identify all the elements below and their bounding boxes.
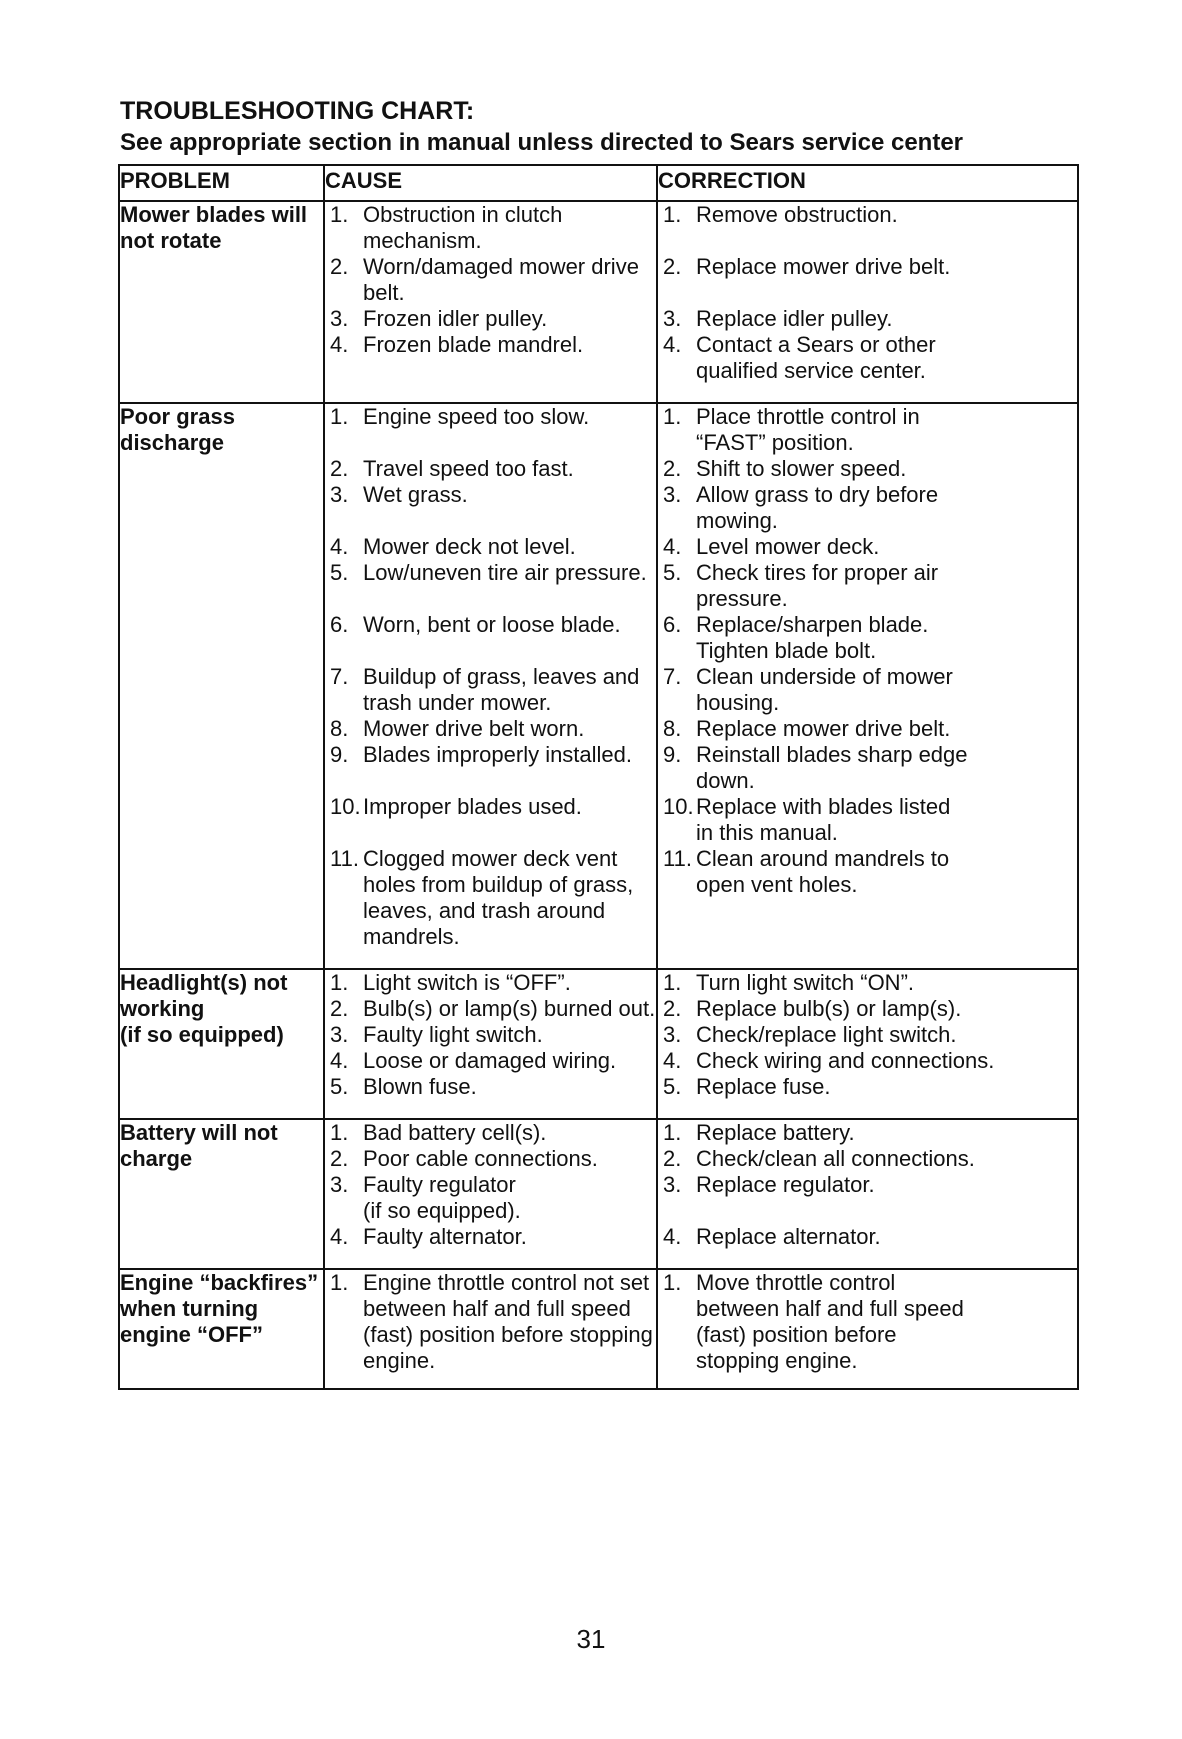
cause-item (325, 332, 656, 358)
correction-item (658, 306, 1077, 332)
item-text (363, 404, 656, 456)
item-number: 7. (663, 664, 682, 689)
item-line: Place throttle control in (696, 404, 920, 429)
item-text (363, 1172, 656, 1224)
item-line: Replace mower drive belt. (696, 716, 951, 741)
problem-cell (119, 403, 324, 969)
problem-line: Headlight(s) not (120, 970, 288, 995)
item-line: belt. (363, 280, 405, 305)
problem-line: (if so equipped) (120, 1022, 284, 1047)
item-number: 4. (663, 534, 682, 559)
item-text (363, 1146, 656, 1172)
item-line: Poor cable connections. (363, 1146, 598, 1171)
item-text (696, 1172, 1077, 1224)
item-text (696, 1120, 1077, 1146)
item-number: 4. (330, 534, 349, 559)
item-number: 3. (663, 482, 682, 507)
item-text (363, 1048, 656, 1074)
item-number: 6. (330, 612, 349, 637)
item-number: 5. (663, 1074, 682, 1099)
troubleshooting-table (118, 164, 1079, 1390)
item-line: mechanism. (363, 228, 482, 253)
problem-line: Mower blades will (120, 202, 308, 227)
item-text (696, 1022, 1077, 1048)
item-text (363, 996, 656, 1022)
item-text (696, 742, 1077, 794)
item-line: Reinstall blades sharp edge (696, 742, 968, 767)
item-line: mowing. (696, 508, 778, 533)
item-number: 4. (663, 332, 682, 357)
item-line: Engine throttle control not set (363, 1270, 650, 1295)
cause-item (325, 456, 656, 482)
item-text (696, 202, 1077, 254)
item-text (363, 1074, 656, 1100)
item-line: Blown fuse. (363, 1074, 477, 1099)
item-line: in this manual. (696, 820, 838, 845)
item-line: (if so equipped). (363, 1198, 521, 1223)
item-number: 4. (330, 332, 349, 357)
item-number: 4. (330, 1048, 349, 1073)
item-line: Replace fuse. (696, 1074, 831, 1099)
cause-item (325, 202, 656, 254)
correction-item (658, 1224, 1077, 1250)
item-line: Faulty alternator. (363, 1224, 527, 1249)
item-line: Tighten blade bolt. (696, 638, 877, 663)
correction-item (658, 612, 1077, 664)
correction-cell (657, 1119, 1078, 1269)
table-row (119, 201, 1078, 403)
item-text (363, 1022, 656, 1048)
table-row (119, 403, 1078, 969)
item-number: 1. (330, 970, 349, 995)
cause-cell (324, 1269, 657, 1389)
problem-line: Poor grass (120, 404, 235, 429)
item-text (363, 664, 656, 716)
item-number: 1. (663, 970, 682, 995)
item-number: 1. (330, 202, 349, 227)
item-text (696, 404, 1077, 456)
column-header-correction: CORRECTION (657, 165, 1078, 201)
item-line: Frozen blade mandrel. (363, 332, 584, 357)
cause-item (325, 404, 656, 456)
item-line (696, 280, 1077, 306)
item-number: 8. (663, 716, 682, 741)
item-line: Replace regulator. (696, 1172, 875, 1197)
problem-cell (119, 969, 324, 1119)
cause-item (325, 254, 656, 306)
item-line: Check wiring and connections. (696, 1048, 995, 1073)
cause-item (325, 794, 656, 846)
problem-line: Battery will not (120, 1120, 278, 1145)
item-line: Move throttle control (696, 1270, 896, 1295)
item-text (696, 482, 1077, 534)
item-line: (fast) position before stopping (363, 1322, 653, 1347)
item-line: Check tires for proper air (696, 560, 939, 585)
item-text (696, 1074, 1077, 1100)
item-line (363, 768, 656, 794)
cause-item (325, 482, 656, 534)
problem-line: charge (120, 1146, 193, 1171)
item-number: 3. (330, 1022, 349, 1047)
cause-item (325, 560, 656, 612)
item-line: Low/uneven tire air pressure. (363, 560, 647, 585)
item-line: leaves, and trash around (363, 898, 606, 923)
item-number: 3. (330, 482, 349, 507)
item-text (363, 560, 656, 612)
cause-item (325, 742, 656, 794)
item-line: Replace bulb(s) or lamp(s). (696, 996, 962, 1021)
item-text (696, 456, 1077, 482)
item-number: 8. (330, 716, 349, 741)
cause-cell (324, 1119, 657, 1269)
item-line: between half and full speed (363, 1296, 631, 1321)
item-line (363, 586, 656, 612)
item-text (363, 742, 656, 794)
item-line: Worn/damaged mower drive (363, 254, 639, 279)
item-line: between half and full speed (696, 1296, 964, 1321)
correction-item (658, 482, 1077, 534)
item-number: 2. (330, 254, 349, 279)
item-line (696, 228, 1077, 254)
item-line: Worn, bent or loose blade. (363, 612, 621, 637)
item-line (363, 820, 656, 846)
cause-item (325, 1146, 656, 1172)
correction-item (658, 1120, 1077, 1146)
correction-item (658, 456, 1077, 482)
correction-item (658, 1270, 1077, 1374)
item-line: mandrels. (363, 924, 460, 949)
cause-item (325, 1048, 656, 1074)
column-header-cause: CAUSE (324, 165, 657, 201)
item-number: 3. (330, 1172, 349, 1197)
problem-cell (119, 1269, 324, 1389)
cause-item (325, 1270, 656, 1374)
cause-item (325, 1172, 656, 1224)
item-line: open vent holes. (696, 872, 858, 897)
item-line: Buildup of grass, leaves and (363, 664, 640, 689)
item-number: 3. (663, 1022, 682, 1047)
problem-line: Engine “backfires” (120, 1270, 319, 1295)
correction-item (658, 1048, 1077, 1074)
problem-line: not rotate (120, 228, 222, 253)
correction-item (658, 742, 1077, 794)
page-subtitle: See appropriate section in manual unless directed to Sears service center (120, 129, 963, 156)
item-number: 1. (663, 202, 682, 227)
item-line: Check/clean all connections. (696, 1146, 975, 1171)
item-line: Mower drive belt worn. (363, 716, 585, 741)
item-number: 5. (330, 560, 349, 585)
item-line: Level mower deck. (696, 534, 880, 559)
item-number: 3. (663, 306, 682, 331)
problem-line: when turning (120, 1296, 259, 1321)
item-text (696, 254, 1077, 306)
item-number: 3. (663, 1172, 682, 1197)
item-number: 11. (663, 846, 692, 871)
page-number: 31 (576, 1624, 606, 1654)
cause-cell (324, 969, 657, 1119)
item-text (363, 254, 656, 306)
item-number: 6. (663, 612, 682, 637)
item-line: housing. (696, 690, 780, 715)
cause-item (325, 1120, 656, 1146)
item-number: 4. (663, 1048, 682, 1073)
item-line: Bulb(s) or lamp(s) burned out. (363, 996, 656, 1021)
correction-item (658, 1074, 1077, 1100)
item-line: Faulty regulator (363, 1172, 516, 1197)
item-number: 2. (330, 1146, 349, 1171)
cause-cell (324, 201, 657, 403)
item-line: Replace battery. (696, 1120, 855, 1145)
item-number: 11. (330, 846, 359, 871)
item-line: Check/replace light switch. (696, 1022, 957, 1047)
item-text (696, 1146, 1077, 1172)
correction-item (658, 846, 1077, 898)
problem-line: engine “OFF” (120, 1322, 263, 1347)
item-line: Bad battery cell(s). (363, 1120, 547, 1145)
item-text (696, 560, 1077, 612)
cause-item (325, 306, 656, 332)
item-text (363, 1120, 656, 1146)
item-line: Shift to slower speed. (696, 456, 907, 481)
item-text (363, 846, 656, 950)
item-number: 1. (330, 1120, 349, 1145)
item-number: 2. (330, 456, 349, 481)
item-number: 3. (330, 306, 349, 331)
cause-item (325, 1022, 656, 1048)
problem-line: working (120, 996, 205, 1021)
correction-item (658, 664, 1077, 716)
item-line: Improper blades used. (363, 794, 582, 819)
correction-cell (657, 1269, 1078, 1389)
item-line: pressure. (696, 586, 788, 611)
correction-item (658, 970, 1077, 996)
table-body (119, 201, 1078, 1389)
cause-item (325, 1224, 656, 1250)
item-number: 2. (330, 996, 349, 1021)
item-line: Replace mower drive belt. (696, 254, 951, 279)
item-line: qualified service center. (696, 358, 926, 383)
cause-item (325, 996, 656, 1022)
item-number: 9. (330, 742, 349, 767)
column-header-problem: PROBLEM (119, 165, 324, 201)
problem-cell (119, 1119, 324, 1269)
item-line: Mower deck not level. (363, 534, 576, 559)
item-line: Clean underside of mower (696, 664, 953, 689)
item-line: Blades improperly installed. (363, 742, 633, 767)
item-line: “FAST” position. (696, 430, 854, 455)
item-line: down. (696, 768, 755, 793)
correction-cell (657, 201, 1078, 403)
correction-item (658, 1172, 1077, 1224)
item-number: 2. (663, 996, 682, 1021)
item-number: 10. (330, 794, 361, 819)
item-number: 2. (663, 1146, 682, 1171)
item-text (363, 612, 656, 664)
item-text (363, 202, 656, 254)
item-text (363, 456, 656, 482)
item-number: 5. (663, 560, 682, 585)
item-line: Engine speed too slow. (363, 404, 590, 429)
correction-item (658, 202, 1077, 254)
item-line: Obstruction in clutch (363, 202, 563, 227)
cause-cell (324, 403, 657, 969)
item-text (696, 996, 1077, 1022)
item-number: 1. (663, 1120, 682, 1145)
item-number: 4. (663, 1224, 682, 1249)
correction-item (658, 404, 1077, 456)
item-text (363, 482, 656, 534)
item-text (363, 794, 656, 846)
item-line: Allow grass to dry before (696, 482, 939, 507)
correction-cell (657, 403, 1078, 969)
item-text (363, 534, 656, 560)
item-number: 1. (330, 1270, 349, 1295)
cause-item (325, 1074, 656, 1100)
correction-item (658, 1146, 1077, 1172)
table-row (119, 969, 1078, 1119)
item-line (363, 508, 656, 534)
table-row (119, 1119, 1078, 1269)
item-line: Remove obstruction. (696, 202, 898, 227)
cause-item (325, 534, 656, 560)
correction-item (658, 996, 1077, 1022)
item-text (696, 1270, 1077, 1374)
item-line (363, 638, 656, 664)
item-text (363, 1224, 656, 1250)
item-number: 5. (330, 1074, 349, 1099)
item-text (696, 612, 1077, 664)
item-text (363, 970, 656, 996)
item-line: Frozen idler pulley. (363, 306, 548, 331)
cause-item (325, 716, 656, 742)
item-text (363, 716, 656, 742)
cause-item (325, 846, 656, 950)
correction-item (658, 794, 1077, 846)
problem-cell (119, 201, 324, 403)
item-line: Replace with blades listed (696, 794, 951, 819)
cause-item (325, 970, 656, 996)
item-text (363, 1270, 656, 1374)
item-line: Travel speed too fast. (363, 456, 574, 481)
item-line: Contact a Sears or other (696, 332, 936, 357)
item-text (696, 1048, 1077, 1074)
item-line: Turn light switch “ON”. (696, 970, 915, 995)
item-line: stopping engine. (696, 1348, 858, 1373)
item-number: 10. (663, 794, 694, 819)
correction-item (658, 332, 1077, 384)
item-number: 9. (663, 742, 682, 767)
page-header (120, 96, 1080, 158)
table-row (119, 1269, 1078, 1389)
correction-item (658, 716, 1077, 742)
correction-item (658, 1022, 1077, 1048)
item-line: Clean around mandrels to (696, 846, 950, 871)
item-line: Light switch is “OFF”. (363, 970, 571, 995)
item-line: Loose or damaged wiring. (363, 1048, 617, 1073)
item-text (696, 970, 1077, 996)
item-number: 1. (330, 404, 349, 429)
cause-item (325, 612, 656, 664)
item-text (696, 716, 1077, 742)
item-text (696, 332, 1077, 384)
item-line: (fast) position before (696, 1322, 897, 1347)
item-text (696, 794, 1077, 846)
item-text (363, 332, 656, 358)
item-line: Wet grass. (363, 482, 468, 507)
problem-line: discharge (120, 430, 224, 455)
correction-cell (657, 969, 1078, 1119)
table-header-row (119, 165, 1078, 201)
correction-item (658, 560, 1077, 612)
item-number: 2. (663, 254, 682, 279)
correction-item (658, 534, 1077, 560)
page-title: TROUBLESHOOTING CHART: (120, 97, 475, 125)
item-line: Replace alternator. (696, 1224, 881, 1249)
item-number: 1. (663, 1270, 682, 1295)
item-text (696, 534, 1077, 560)
item-number: 4. (330, 1224, 349, 1249)
item-number: 2. (663, 456, 682, 481)
correction-item (658, 254, 1077, 306)
item-line: engine. (363, 1348, 436, 1373)
item-line: holes from buildup of grass, (363, 872, 634, 897)
item-text (363, 306, 656, 332)
item-line: Faulty light switch. (363, 1022, 543, 1047)
item-line: Replace/sharpen blade. (696, 612, 929, 637)
item-text (696, 846, 1077, 898)
item-number: 1. (663, 404, 682, 429)
item-line: trash under mower. (363, 690, 552, 715)
cause-item (325, 664, 656, 716)
item-text (696, 306, 1077, 332)
item-number: 7. (330, 664, 349, 689)
item-text (696, 664, 1077, 716)
item-line (696, 1198, 1077, 1224)
item-line (363, 430, 656, 456)
item-text (696, 1224, 1077, 1250)
item-line: Replace idler pulley. (696, 306, 893, 331)
item-line: Clogged mower deck vent (363, 846, 618, 871)
